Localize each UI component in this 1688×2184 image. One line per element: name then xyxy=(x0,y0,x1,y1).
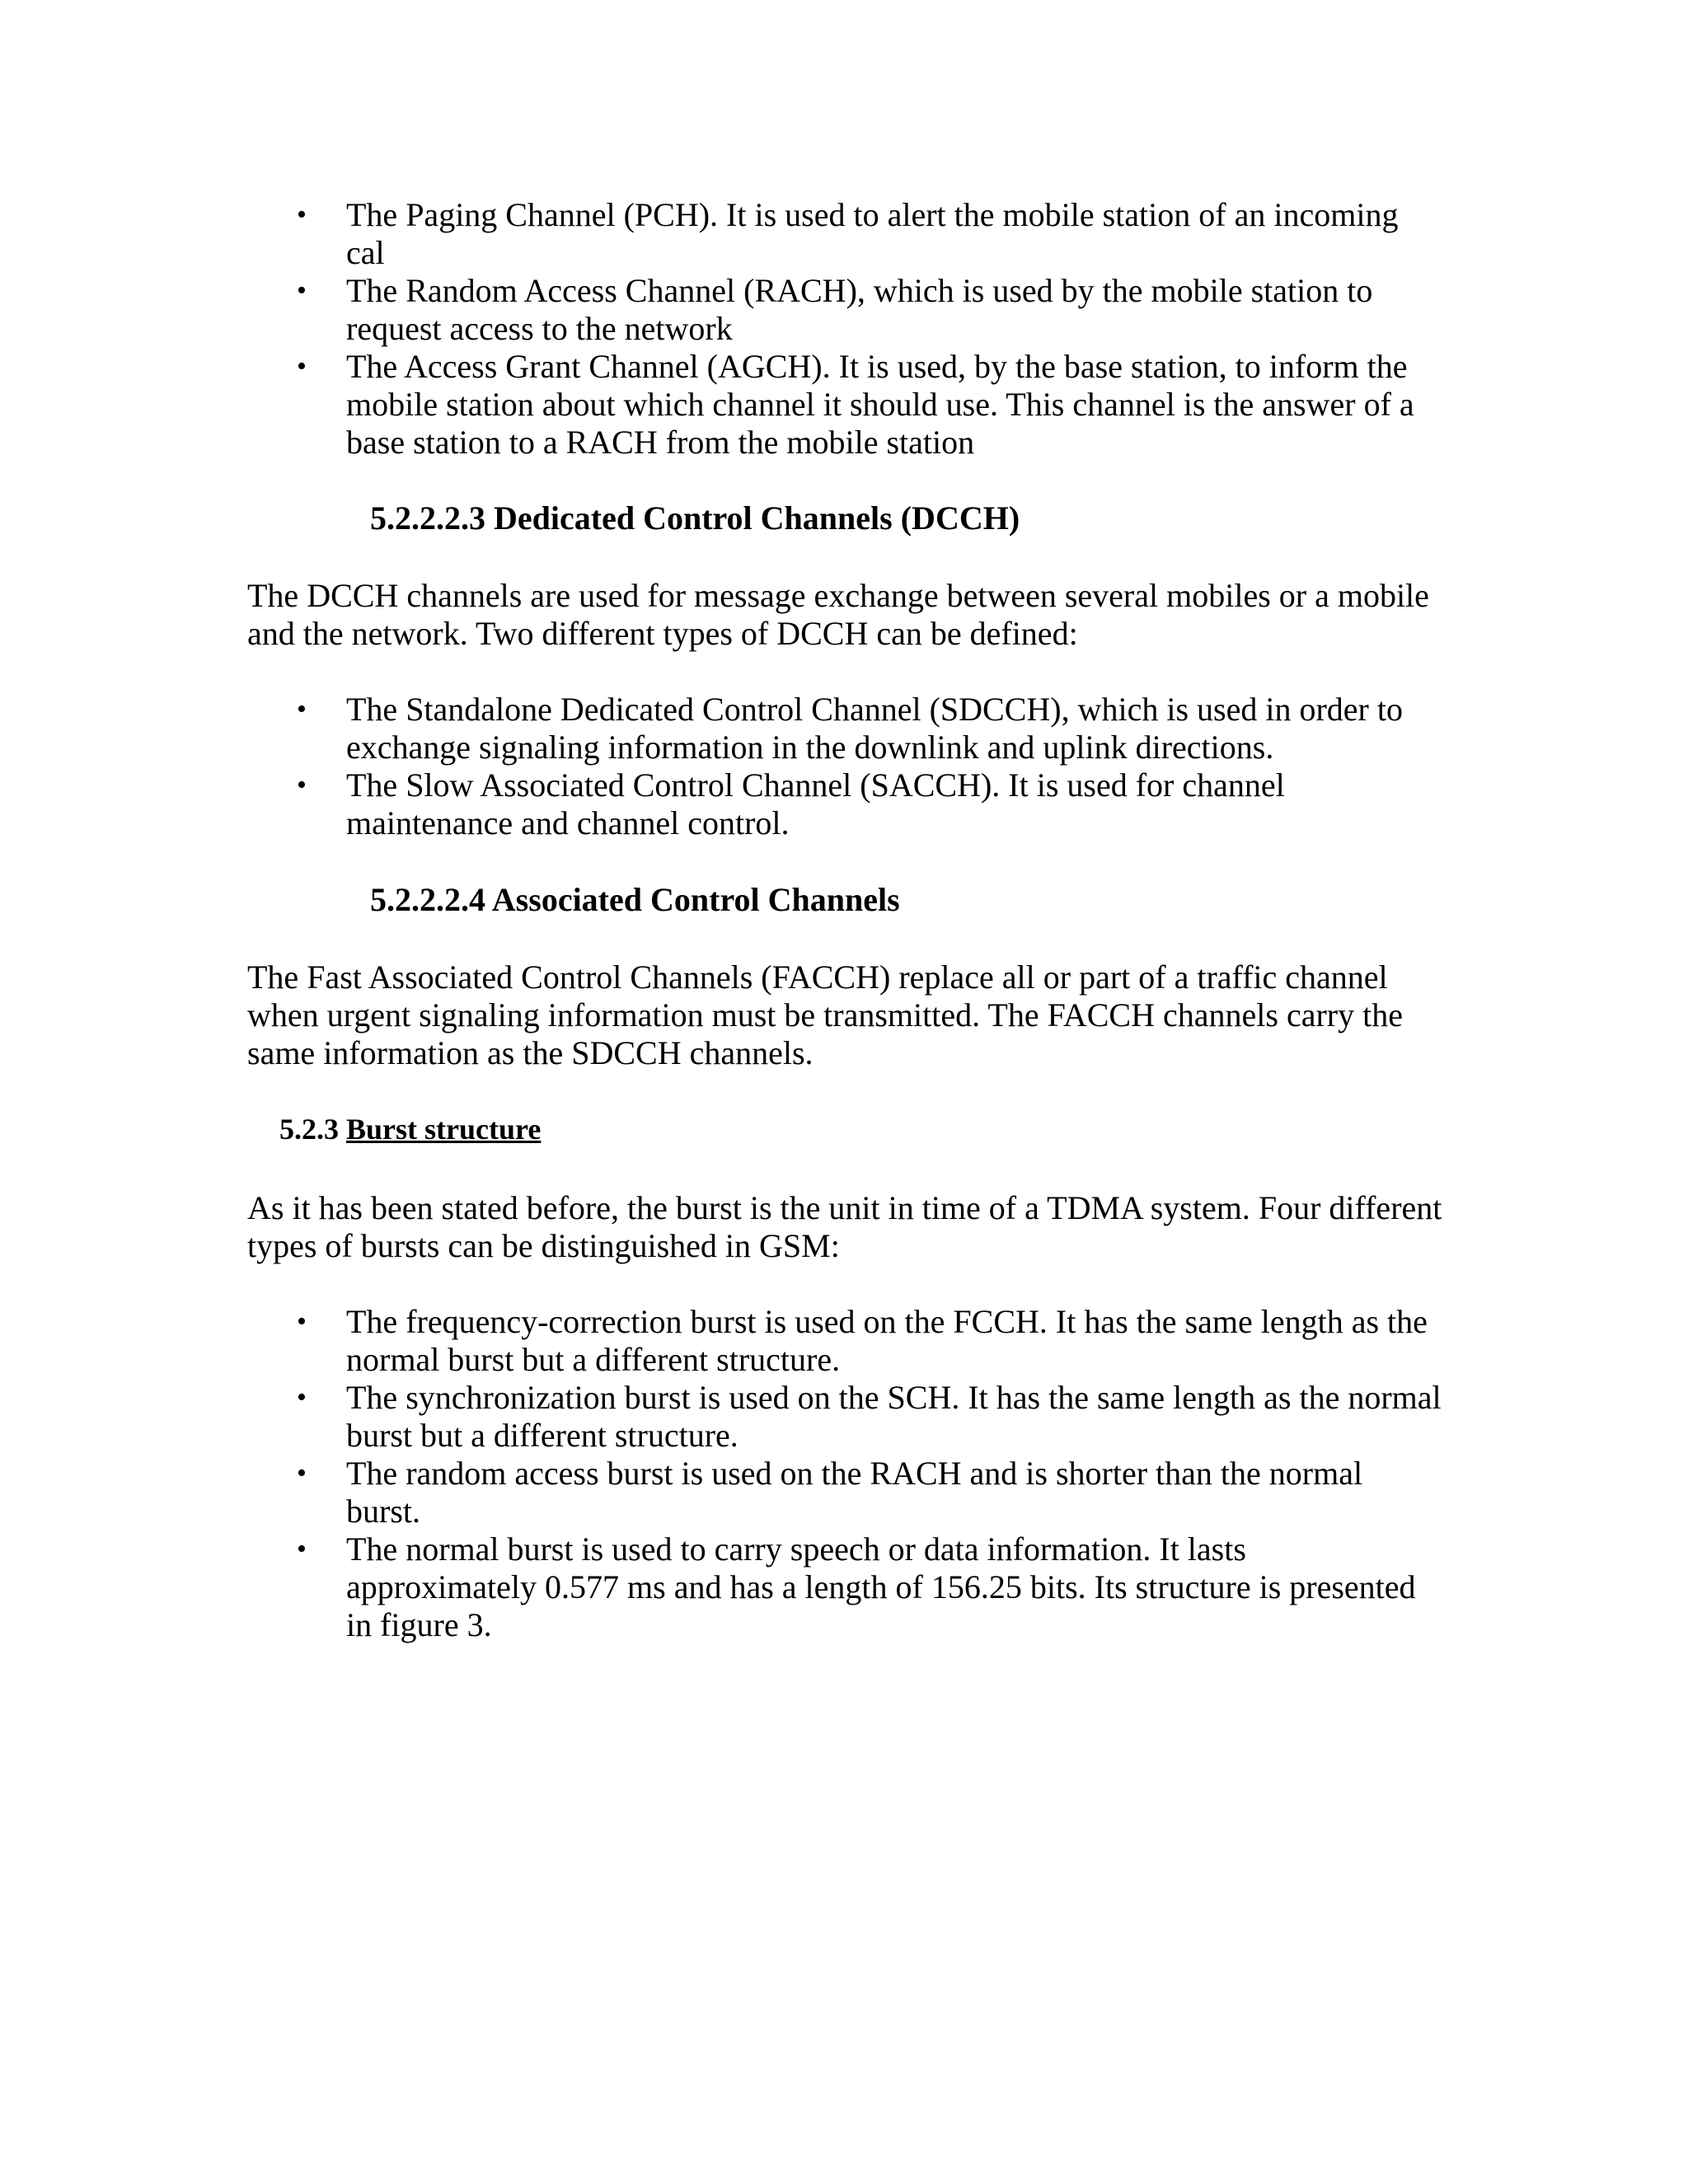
dcch-list xyxy=(288,691,1442,842)
list-item: • The synchronization burst is used on the SCH. It has the same length as the normal burst but a different structure. xyxy=(288,1379,1442,1455)
list-item: • The Slow Associated Control Channel (SACCH). It is used for channel maintenance and channel control. xyxy=(288,766,1442,842)
section-heading-acch: 5.2.2.2.4 Associated Control Channels xyxy=(370,881,900,918)
list-item: • The Standalone Dedicated Control Channel (SDCCH), which is used in order to exchange signaling information in the downlink and uplink directions. xyxy=(288,691,1442,766)
burst-paragraph: As it has been stated before, the burst is the unit in time of a TDMA system. Four different types of bursts can be distinguished in GSM: xyxy=(247,1189,1442,1264)
list-item: • The Access Grant Channel (AGCH). It is used, by the base station, to inform the mobile station about which channel it should use. This channel is the answer of a base station to a RACH from the mobile station xyxy=(288,348,1442,462)
acch-paragraph: The Fast Associated Control Channels (FACCH) replace all or part of a traffic channel when urgent signaling information must be transmitted. The FACCH channels carry the same information as the SDCCH channels. xyxy=(247,958,1403,1071)
list-item: • The Paging Channel (PCH). It is used to alert the mobile station of an incoming cal xyxy=(288,196,1442,272)
burst-types-list xyxy=(288,1303,1442,1644)
list-item: • The frequency-correction burst is used on the FCCH. It has the same length as the normal burst but a different structure. xyxy=(288,1303,1442,1379)
section-number: 5.2.3 xyxy=(279,1113,339,1146)
section-heading-dcch: 5.2.2.2.3 Dedicated Control Channels (DCCH) xyxy=(370,499,1020,537)
list-item: • The random access burst is used on the RACH and is shorter than the normal burst. xyxy=(288,1455,1442,1530)
common-control-channels-list xyxy=(288,196,1442,462)
dcch-paragraph: The DCCH channels are used for message exchange between several mobiles or a mobile and the network. Two different types of DCCH can be defined: xyxy=(247,577,1429,652)
section-heading-burst xyxy=(279,1112,541,1146)
section-title: Burst structure xyxy=(346,1113,542,1146)
list-item: • The normal burst is used to carry speech or data information. It lasts approximately 0.577 ms and has a length of 156.25 bits. Its structure is presented in figure 3. xyxy=(288,1530,1442,1644)
list-item: • The Random Access Channel (RACH), which is used by the mobile station to request access to the network xyxy=(288,272,1442,348)
